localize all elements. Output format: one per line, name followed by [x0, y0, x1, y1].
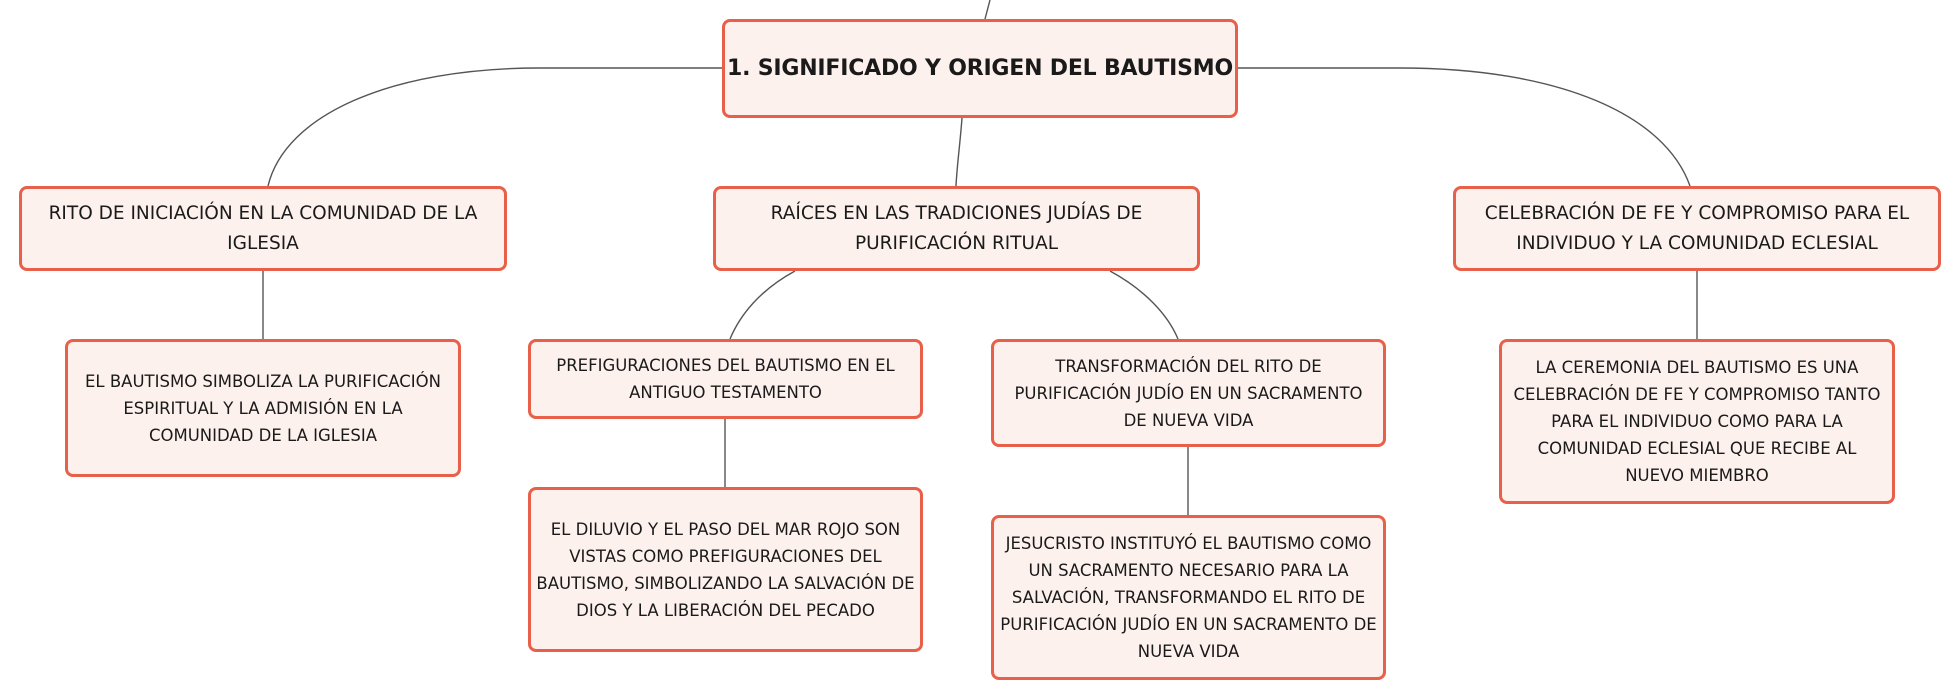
topic-node-iniciacion[interactable]: [19, 186, 507, 271]
root-topic-label: 1. SIGNIFICADO Y ORIGEN DEL BAUTISMO: [727, 56, 1233, 81]
connector-root-to-raices: [956, 118, 962, 186]
connector-raices-to-prefiguraciones: [730, 271, 795, 339]
detail-label-prefiguraciones: EL DILUVIO Y EL PASO DEL MAR ROJO SON VISTAS COMO PREFIGURACIONES DEL BAUTISMO, SIMBOLIZANDO LA SALVACIÓN DE DIOS Y LA LIBERACIÓN DEL PECADO: [536, 519, 915, 620]
topic-label-raices: RAÍCES EN LAS TRADICIONES JUDÍAS DE PURIFICACIÓN RITUAL: [770, 202, 1143, 254]
subtopic-label-iniciacion-detail: EL BAUTISMO SIMBOLIZA LA PURIFICACIÓN ESPIRITUAL Y LA ADMISIÓN EN LA COMUNIDAD DE LA IGLESIA: [85, 371, 441, 445]
detail-node-prefiguraciones[interactable]: [528, 487, 923, 652]
subtopic-node-prefiguraciones[interactable]: [528, 339, 923, 419]
topic-label-celebracion: CELEBRACIÓN DE FE Y COMPROMISO PARA EL INDIVIDUO Y LA COMUNIDAD ECLESIAL: [1484, 202, 1910, 254]
detail-label-transformacion: JESUCRISTO INSTITUYÓ EL BAUTISMO COMO UN SACRAMENTO NECESARIO PARA LA SALVACIÓN, TRANSFORMANDO EL RITO DE PURIFICACIÓN JUDÍO EN UN SACRAMENTO DE NUEVA VIDA: [1000, 534, 1377, 661]
topic-node-raices[interactable]: [713, 186, 1200, 271]
subtopic-label-prefiguraciones: PREFIGURACIONES DEL BAUTISMO EN EL ANTIGUO TESTAMENTO: [556, 356, 895, 402]
subtopic-node-transformacion[interactable]: [991, 339, 1386, 447]
subtopic-node-celebracion-detail[interactable]: [1499, 339, 1895, 504]
connector-root-to-celebracion: [1238, 68, 1690, 186]
root-topic-node[interactable]: [722, 19, 1238, 118]
topic-label-iniciacion: RITO DE INICIACIÓN EN LA COMUNIDAD DE LA IGLESIA: [48, 202, 478, 254]
subtopic-label-celebracion-detail: LA CEREMONIA DEL BAUTISMO ES UNA CELEBRACIÓN DE FE Y COMPROMISO TANTO PARA EL INDIVIDUO COMO PARA LA COMUNIDAD ECLESIAL QUE RECIBE AL NUEVO MIEMBRO: [1513, 358, 1881, 485]
connector-raices-to-transformacion: [1110, 271, 1178, 339]
subtopic-node-iniciacion-detail[interactable]: [65, 339, 461, 477]
connector-root-to-iniciacion: [268, 68, 722, 186]
connector-from-parent: [985, 0, 990, 19]
subtopic-label-transformacion: TRANSFORMACIÓN DEL RITO DE PURIFICACIÓN JUDÍO EN UN SACRAMENTO DE NUEVA VIDA: [1014, 356, 1363, 430]
detail-node-transformacion[interactable]: [991, 515, 1386, 680]
topic-node-celebracion[interactable]: [1453, 186, 1941, 271]
